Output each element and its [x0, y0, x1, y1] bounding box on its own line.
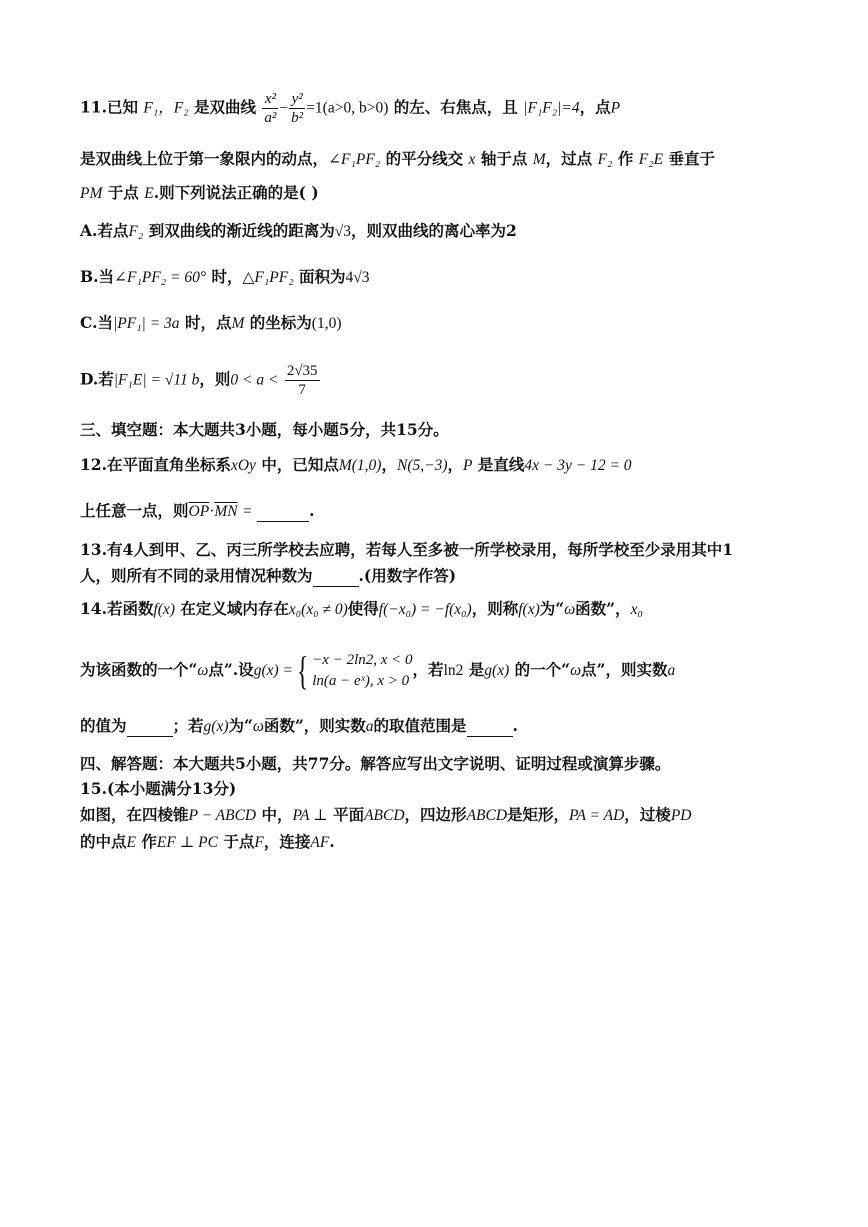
omega-symbol: ω: [570, 662, 582, 679]
answer-blank: [467, 716, 513, 737]
q15-text: 中，: [261, 805, 293, 824]
q14-text: 点”.设: [208, 660, 254, 679]
section-4-heading: 四、解答题：本大题共5小题，共77分。解答应写出文字说明、证明过程或演算步骤。: [80, 754, 671, 773]
q15-text: 的中点: [80, 832, 127, 851]
case-positive: ln(a − eˣ), x > 0: [312, 673, 410, 689]
point-m: M: [231, 315, 245, 332]
function-f: f(x): [153, 601, 175, 618]
q14-text: 14.若函数: [80, 599, 154, 618]
q11-text: 作: [617, 149, 634, 168]
q11-line2: [80, 149, 715, 170]
q12-text: .: [309, 501, 315, 520]
q14-text: 为“: [228, 716, 253, 735]
plane-name: ABCD: [364, 807, 405, 824]
equation-condition: =1(a>0, b>0): [306, 99, 389, 117]
option-text: 到双曲线的渐近线的距离为: [148, 221, 335, 240]
q11-text: 轴于点: [480, 149, 528, 168]
pyramid-name: P − ABCD: [188, 807, 257, 824]
distance-expression: |F₁E| = √11 b: [113, 371, 200, 389]
point-f2: F₂: [597, 151, 613, 168]
option-text: ，则: [199, 369, 231, 389]
variable-a: a: [365, 718, 374, 735]
perpendicular-expression: PA ⊥: [292, 807, 328, 824]
option-text: 面积为: [299, 267, 346, 286]
q15-text: .: [329, 832, 335, 851]
option-text: 时，点: [184, 313, 232, 332]
q11-text: 垂直于: [668, 149, 716, 168]
ln2-value: ln2: [443, 662, 464, 679]
q14-text: .: [512, 716, 518, 735]
point-e: E: [126, 834, 136, 851]
q15-line2: [80, 832, 335, 853]
q12-line2: [80, 501, 315, 522]
q11-text: 的左、右焦点，且: [393, 97, 518, 117]
segment-af: AF: [310, 834, 330, 851]
q11-text: ，点: [579, 97, 611, 117]
quadrilateral-name: ABCD: [466, 807, 508, 824]
option-c-label: C.当: [80, 313, 113, 332]
q14-line1: [80, 599, 643, 620]
piecewise-cases: [312, 650, 412, 692]
inequality-expression: 0 < a <: [230, 371, 279, 389]
q14-text: 是: [468, 660, 485, 679]
point-p: P: [610, 99, 621, 117]
q14-text: 的取值范围是: [373, 716, 467, 735]
segment-f2e: F₂E: [638, 151, 664, 168]
q11-text: ，过点: [545, 149, 593, 168]
fraction-denominator: 7: [298, 382, 306, 398]
q14-text: 使得: [347, 599, 379, 618]
angle-expression: ∠F₁PF₂ = 60°: [114, 269, 207, 286]
q12-text: ，: [381, 455, 397, 474]
fraction-denominator: a²: [264, 110, 277, 126]
q11-option-a: [80, 221, 517, 242]
edge-pd: PD: [670, 807, 692, 824]
dot-operator: ·: [209, 503, 215, 520]
x-axis-var: x: [468, 151, 476, 168]
q12-text: 中，已知点: [261, 455, 339, 474]
q11-line1: [80, 90, 620, 127]
q11-number-text: 11.已知: [80, 97, 138, 117]
x-fraction: [262, 90, 278, 127]
fraction-denominator: b²: [291, 110, 304, 126]
q11-option-c: [80, 313, 342, 334]
function-f: f(x): [518, 601, 540, 618]
function-g: g(x) =: [253, 662, 293, 679]
option-d-label: D.若: [80, 369, 114, 389]
q13-text: .(用数字作答): [358, 566, 457, 585]
q14-text: 为“: [539, 599, 565, 618]
q11-text: .则下列说法正确的是( ): [153, 183, 319, 202]
x0-condition: x₀(x₀ ≠ 0): [288, 601, 348, 618]
q14-line3: [80, 716, 518, 737]
minus-sign: −: [279, 99, 289, 117]
q13-text: 人，则所有不同的录用情况种数为: [80, 566, 313, 585]
option-text: 时，: [211, 267, 243, 286]
q15-text: 如图，在四棱锥: [80, 805, 189, 824]
q12-text: ，: [447, 455, 463, 474]
q12-text: 上任意一点，则: [80, 501, 189, 520]
omega-symbol: ω: [252, 718, 264, 735]
point-p: P: [463, 457, 473, 474]
q15-text: 作: [141, 832, 157, 851]
angle-symbol: ∠F₁PF₂: [328, 151, 381, 168]
perpendicular-expression: EF ⊥ PC: [156, 834, 218, 851]
q15-text: 于点: [223, 832, 255, 851]
sqrt-expression: √3: [334, 223, 351, 240]
q15-text: 是矩形，: [507, 805, 570, 824]
bound-fraction: [285, 362, 320, 399]
omega-symbol: ω: [197, 662, 209, 679]
coordinate-system: xOy: [230, 457, 256, 474]
odd-condition: f(−x₀) = −f(x₀): [378, 601, 472, 618]
area-value: 4√3: [345, 269, 370, 286]
variable-a: a: [667, 662, 676, 679]
point-n: N(5,−3): [396, 457, 448, 474]
q13-line2: [80, 566, 456, 587]
focal-distance: |F₁F₂|=4: [523, 99, 580, 117]
line-equation: 4x − 3y − 12 = 0: [524, 457, 632, 474]
q14-text: 在定义域内存在: [180, 599, 289, 618]
q15-line1: [80, 805, 691, 826]
function-g: g(x): [484, 662, 510, 679]
case-negative: −x − 2ln2, x < 0: [312, 652, 413, 668]
fraction-numerator: x²: [262, 90, 278, 109]
point-e: E: [144, 185, 154, 202]
q14-text: 的值为: [80, 716, 127, 735]
q15-text: ，过棱: [624, 805, 671, 824]
q14-text: ，则称: [471, 599, 519, 618]
q15-text: ，连接: [263, 832, 311, 851]
equality-expression: PA = AD: [569, 807, 625, 824]
q14-text: 为该函数的一个“: [80, 660, 198, 679]
q11-line3: [80, 183, 319, 204]
option-a-label: A.若点: [80, 221, 129, 240]
answer-blank: [313, 566, 359, 587]
q11-text: 是双曲线: [194, 97, 257, 117]
answer-blank: [257, 501, 309, 522]
point-m: M(1,0): [338, 457, 382, 474]
q13-line1: 13.有4人到甲、乙、丙三所学校去应聘，若每人至多被一所学校录用，每所学校至少录用其中1: [80, 540, 734, 559]
fraction-numerator: 2√35: [286, 363, 318, 379]
section-3-heading: 三、填空题：本大题共3小题，每小题5分，共15分。: [80, 420, 449, 439]
q11-option-b: [80, 267, 370, 288]
q12-text: 是直线: [477, 455, 525, 474]
vector-op: $\overline{OP}$: [188, 503, 210, 520]
q14-text: 点”，则实数: [581, 660, 668, 679]
equals-sign: =: [243, 503, 252, 520]
q15-text: ，四边形: [404, 805, 467, 824]
option-b-label: B.当: [80, 267, 114, 286]
q11-text: 的平分线交: [385, 149, 464, 168]
q14-text: ，若: [412, 660, 444, 679]
option-text: 的坐标为: [249, 313, 312, 332]
q14-text: ；若: [172, 716, 204, 735]
left-brace: {: [296, 648, 309, 693]
q15-text: 平面: [333, 805, 365, 824]
x0-symbol: x₀: [630, 601, 643, 618]
y-fraction: [289, 90, 305, 127]
q15-title: 15.(本小题满分13分): [80, 779, 237, 798]
q11-text: 是双曲线上位于第一象限内的动点，: [80, 149, 329, 168]
q14-line2: [80, 650, 675, 692]
piecewise-function: [293, 650, 413, 692]
function-g: g(x): [203, 718, 229, 735]
q12-line1: [80, 455, 632, 476]
segment-pm: PM: [80, 185, 103, 202]
triangle-expression: △F₁PF₂: [242, 269, 294, 286]
coordinate-value: (1,0): [311, 315, 342, 332]
point-f: F: [254, 834, 264, 851]
omega-symbol: ω: [564, 601, 576, 618]
q14-text: 函数”，则实数: [263, 716, 366, 735]
distance-expression: |PF₁| = 3a: [112, 315, 180, 332]
q11-text: 于点: [107, 183, 139, 202]
vector-mn: $\overline{MN}$: [214, 503, 238, 520]
point-m: M: [532, 151, 546, 168]
q14-text: 函数”，: [575, 599, 631, 618]
point-f2: F₂: [128, 223, 144, 240]
q14-text: 的一个“: [514, 660, 571, 679]
q12-text: 12.在平面直角坐标系: [80, 455, 231, 474]
q11-option-d: [80, 362, 321, 399]
fraction-numerator: y²: [289, 90, 305, 109]
option-text: ，则双曲线的离心率为2: [350, 221, 517, 240]
answer-blank: [127, 716, 173, 737]
focus-symbols: F₁，F₂: [143, 99, 189, 117]
